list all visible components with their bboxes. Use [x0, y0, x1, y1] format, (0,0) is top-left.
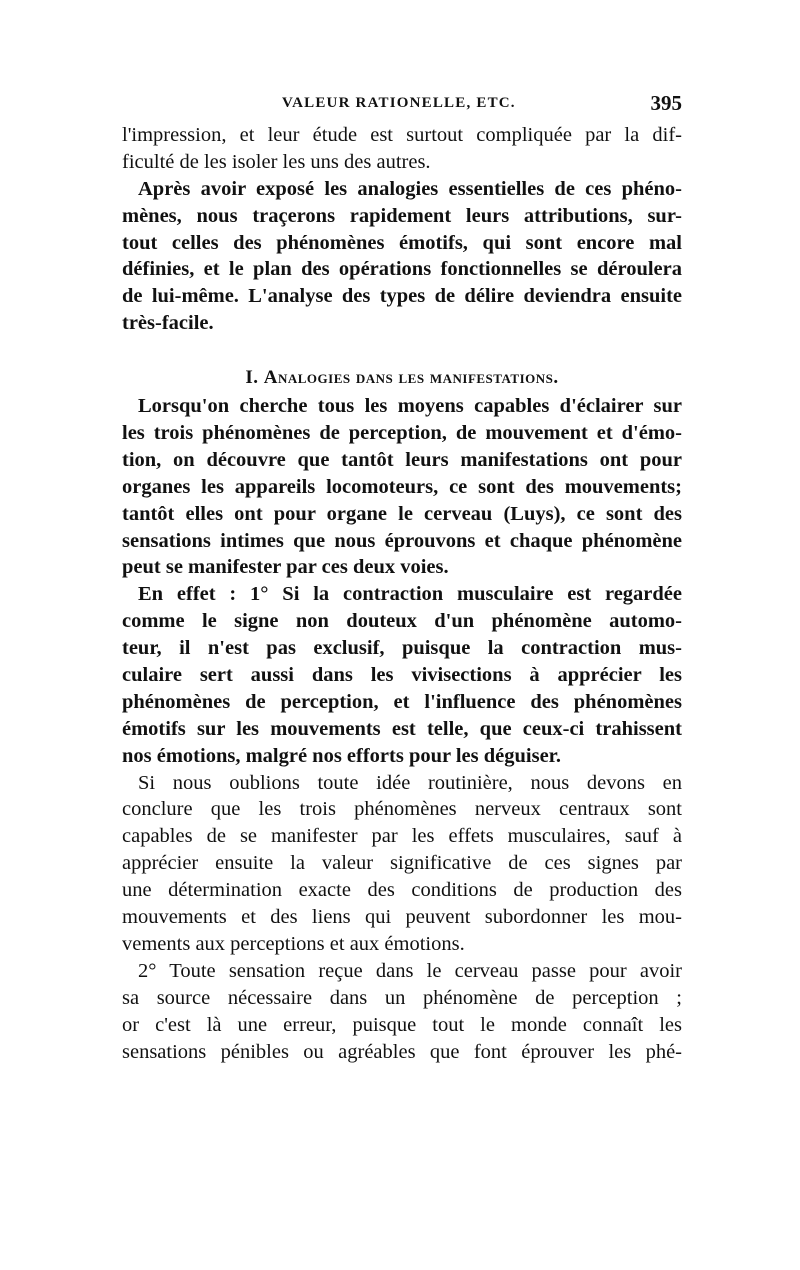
text-line: tion, on découvre que tantôt leurs manifestations ont pour: [122, 448, 682, 471]
paragraph-1: [122, 122, 682, 176]
text-line: teur, il n'est pas exclusif, puisque la contraction mus-: [122, 637, 682, 660]
text-line: nos émotions, malgré nos efforts pour les déguiser.: [122, 744, 562, 767]
text-line: les trois phénomènes de perception, de mouvement et d'émo-: [122, 422, 682, 445]
paragraph-4: [122, 581, 682, 769]
text-line: Si nous oublions toute idée routinière, nous devons en: [138, 771, 682, 794]
text-line: sensations intimes que nous éprouvons et chaque phénomène: [122, 529, 682, 552]
paragraph-3: [122, 393, 682, 581]
text-line: ficulté de les isoler les uns des autres.: [122, 150, 431, 173]
text-line: capables de se manifester par les effets musculaires, sauf à: [122, 825, 682, 848]
text-line: mènes, nous traçerons rapidement leurs attributions, sur-: [122, 204, 682, 227]
text-line: émotifs sur les mouvements est telle, que ceux-ci trahissent: [122, 717, 682, 740]
text-line: organes les appareils locomoteurs, ce sont des mouvements;: [122, 475, 682, 498]
text-line: tantôt elles ont pour organe le cerveau (Luys), ce sont des: [122, 502, 682, 525]
text-line: peut se manifester par ces deux voies.: [122, 556, 449, 579]
text-line: l'impression, et leur étude est surtout compliquée par la dif-: [122, 124, 682, 146]
running-head: [122, 91, 682, 119]
text-line: Après avoir exposé les analogies essentielles de ces phéno-: [138, 177, 682, 200]
text-line: phénomènes de perception, et l'influence des phénomènes: [122, 690, 682, 713]
text-line: 2° Toute sensation reçue dans le cerveau passe pour avoir: [138, 959, 682, 982]
text-line: une détermination exacte des conditions de production des: [122, 879, 682, 902]
text-line: En effet : 1° Si la contraction musculaire est regardée: [138, 583, 682, 606]
paragraph-2: [122, 176, 682, 337]
text-line: tout celles des phénomènes émotifs, qui sont encore mal: [122, 231, 682, 254]
text-line: sensations pénibles ou agréables que font éprouver les phé-: [122, 1040, 682, 1063]
text-line: mouvements et des liens qui peuvent subordonner les mou-: [122, 906, 682, 929]
text-line: très-facile.: [122, 312, 214, 335]
text-line: conclure que les trois phénomènes nerveux centraux sont: [122, 798, 682, 821]
section-heading: [122, 363, 682, 393]
text-line: définies, et le plan des opérations fonctionnelles se déroulera: [122, 258, 682, 281]
text-line: apprécier ensuite la valeur significative de ces signes par: [122, 852, 682, 875]
text-line: comme le signe non douteux d'un phénomène automo-: [122, 610, 682, 633]
text-line: sa source nécessaire dans un phénomène de perception ;: [122, 986, 682, 1009]
text-line: Lorsqu'on cherche tous les moyens capables d'éclairer sur: [138, 395, 682, 418]
text-line: or c'est là une erreur, puisque tout le monde connaît les: [122, 1013, 682, 1036]
text-line: culaire sert aussi dans les vivisections à apprécier les: [122, 664, 682, 687]
page-number: 395: [650, 91, 682, 115]
section-number: I.: [245, 367, 259, 389]
running-title: VALEUR RATIONELLE, ETC.: [282, 95, 516, 111]
text-line: de lui-même. L'analyse des types de délire deviendra ensuite: [122, 285, 682, 308]
paragraph-6: [122, 958, 682, 1066]
paragraph-5: [122, 770, 682, 958]
text-line: vements aux perceptions et aux émotions.: [122, 932, 465, 955]
section-spacer: [122, 337, 682, 363]
body-text: [122, 122, 682, 1065]
section-title: Analogies dans les manifestations.: [263, 367, 559, 389]
